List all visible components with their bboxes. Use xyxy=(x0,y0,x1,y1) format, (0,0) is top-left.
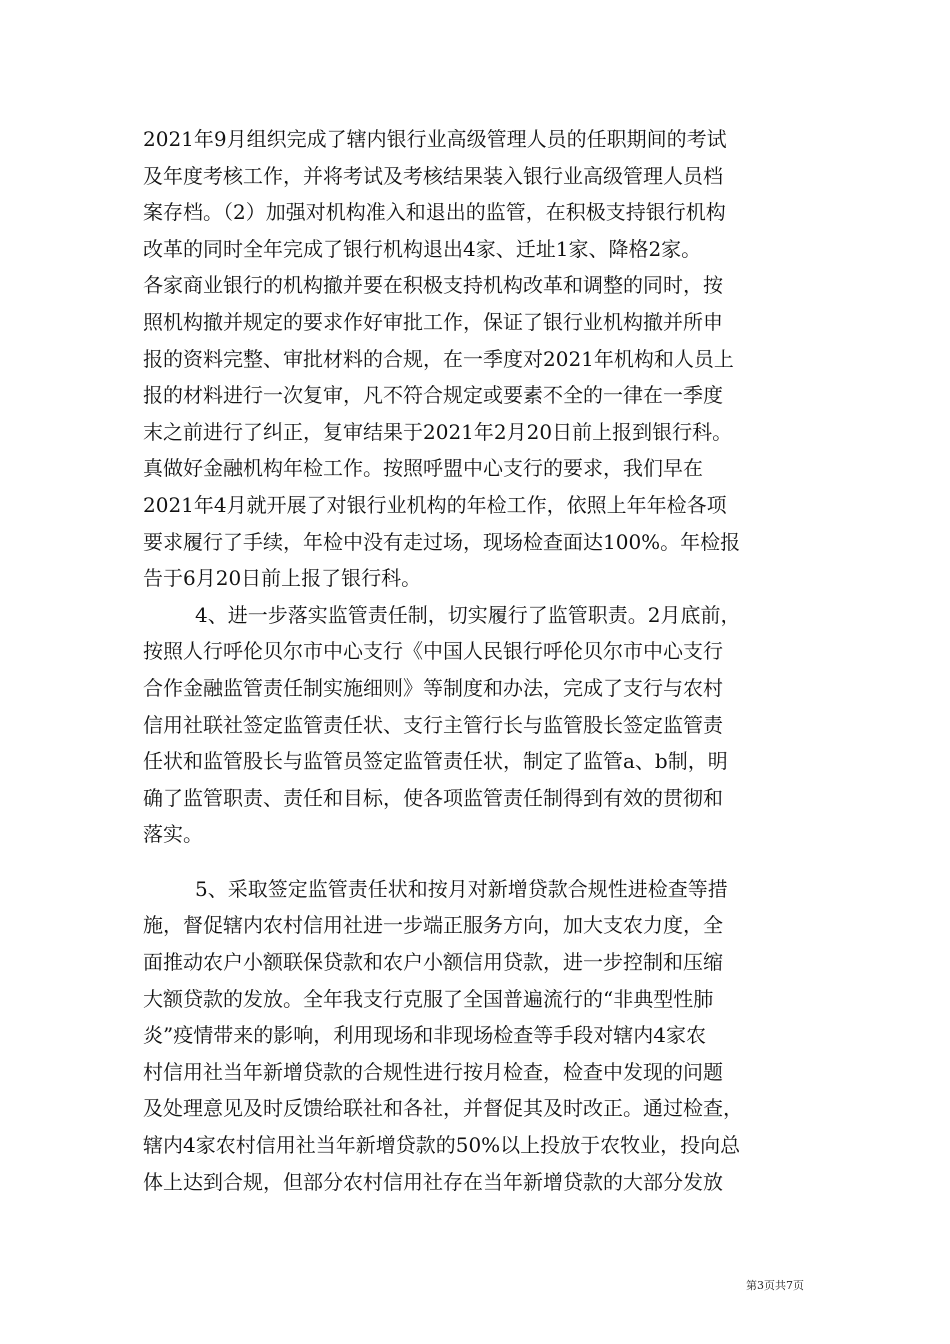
text-line: 落实。 xyxy=(143,822,203,847)
text-line: 信用社联社签定监管责任状、支行主管行长与监管股长签定监管责 xyxy=(143,712,723,737)
page-number: 第3页共7页 xyxy=(746,1279,804,1292)
text-line: 炎”疫情带来的影响，利用现场和非现场检查等手段对辖内4家农 xyxy=(143,1023,706,1048)
text-line: 合作金融监管责任制实施细则》等制度和办法，完成了支行与农村 xyxy=(143,675,723,700)
text-line: 体上达到合规，但部分农村信用社存在当年新增贷款的大部分发放 xyxy=(143,1169,723,1194)
text-line: 5、采取签定监管责任状和按月对新增贷款合规性进检查等措 xyxy=(195,876,728,901)
text-line: 2021年4月就开展了对银行业机构的年检工作，依照上年年检各项 xyxy=(143,492,727,517)
text-line: 末之前进行了纠正，复审结果于2021年2月20日前上报到银行科。 xyxy=(143,419,733,444)
text-line: 改革的同时全年完成了银行机构退出4家、迁址1家、降格2家。 xyxy=(143,236,702,261)
paragraph-spacer xyxy=(143,853,803,871)
text-line: 照机构撤并规定的要求作好审批工作，保证了银行业机构撤并所申 xyxy=(143,309,723,334)
text-line: 2021年9月组织完成了辖内银行业高级管理人员的任职期间的考试 xyxy=(143,127,727,151)
paragraph-3 xyxy=(143,871,803,1200)
text-line: 4、进一步落实监管责任制，切实履行了监管职责。2月底前， xyxy=(195,602,741,627)
text-line: 施，督促辖内农村信用社进一步端正服务方向，加大支农力度，全 xyxy=(143,913,723,938)
text-line: 及处理意见及时反馈给联社和各社，并督促其及时改正。通过检查， xyxy=(143,1096,743,1121)
text-line: 任状和监管股长与监管员签定监管责任状，制定了监管a、b制，明 xyxy=(143,749,728,774)
text-line: 案存档。（2）加强对机构准入和退出的监管，在积极支持银行机构 xyxy=(143,200,726,225)
text-line: 及年度考核工作，并将考试及考核结果装入银行业高级管理人员档 xyxy=(143,163,723,188)
paragraph-1 xyxy=(143,121,803,597)
text-line: 按照人行呼伦贝尔市中心支行《中国人民银行呼伦贝尔市中心支行 xyxy=(143,639,723,664)
text-line: 各家商业银行的机构撤并要在积极支持机构改革和调整的同时，按 xyxy=(143,273,723,298)
text-line: 村信用社当年新增贷款的合规性进行按月检查，检查中发现的问题 xyxy=(143,1059,723,1084)
text-line: 报的资料完整、审批材料的合规，在一季度对2021年机构和人员上 xyxy=(143,346,734,371)
text-line: 面推动农户小额联保贷款和农户小额信用贷款，进一步控制和压缩 xyxy=(143,950,723,975)
text-line: 真做好金融机构年检工作。按照呼盟中心支行的要求，我们早在 xyxy=(143,456,703,481)
paragraph-2 xyxy=(143,597,803,853)
text-line: 辖内4家农村信用社当年新增贷款的50%以上投放于农牧业，投向总 xyxy=(143,1133,741,1158)
document-body xyxy=(143,121,803,1200)
text-line: 告于6月20日前上报了银行科。 xyxy=(143,566,422,591)
text-line: 要求履行了手续，年检中没有走过场，现场检查面达100%。年检报 xyxy=(143,529,741,554)
text-line: 确了监管职责、责任和目标，使各项监管责任制得到有效的贯彻和 xyxy=(143,785,723,810)
text-line: 大额贷款的发放。全年我支行克服了全国普遍流行的“非典型性肺 xyxy=(143,986,714,1011)
text-line: 报的材料进行一次复审，凡不符合规定或要素不全的一律在一季度 xyxy=(143,383,723,408)
